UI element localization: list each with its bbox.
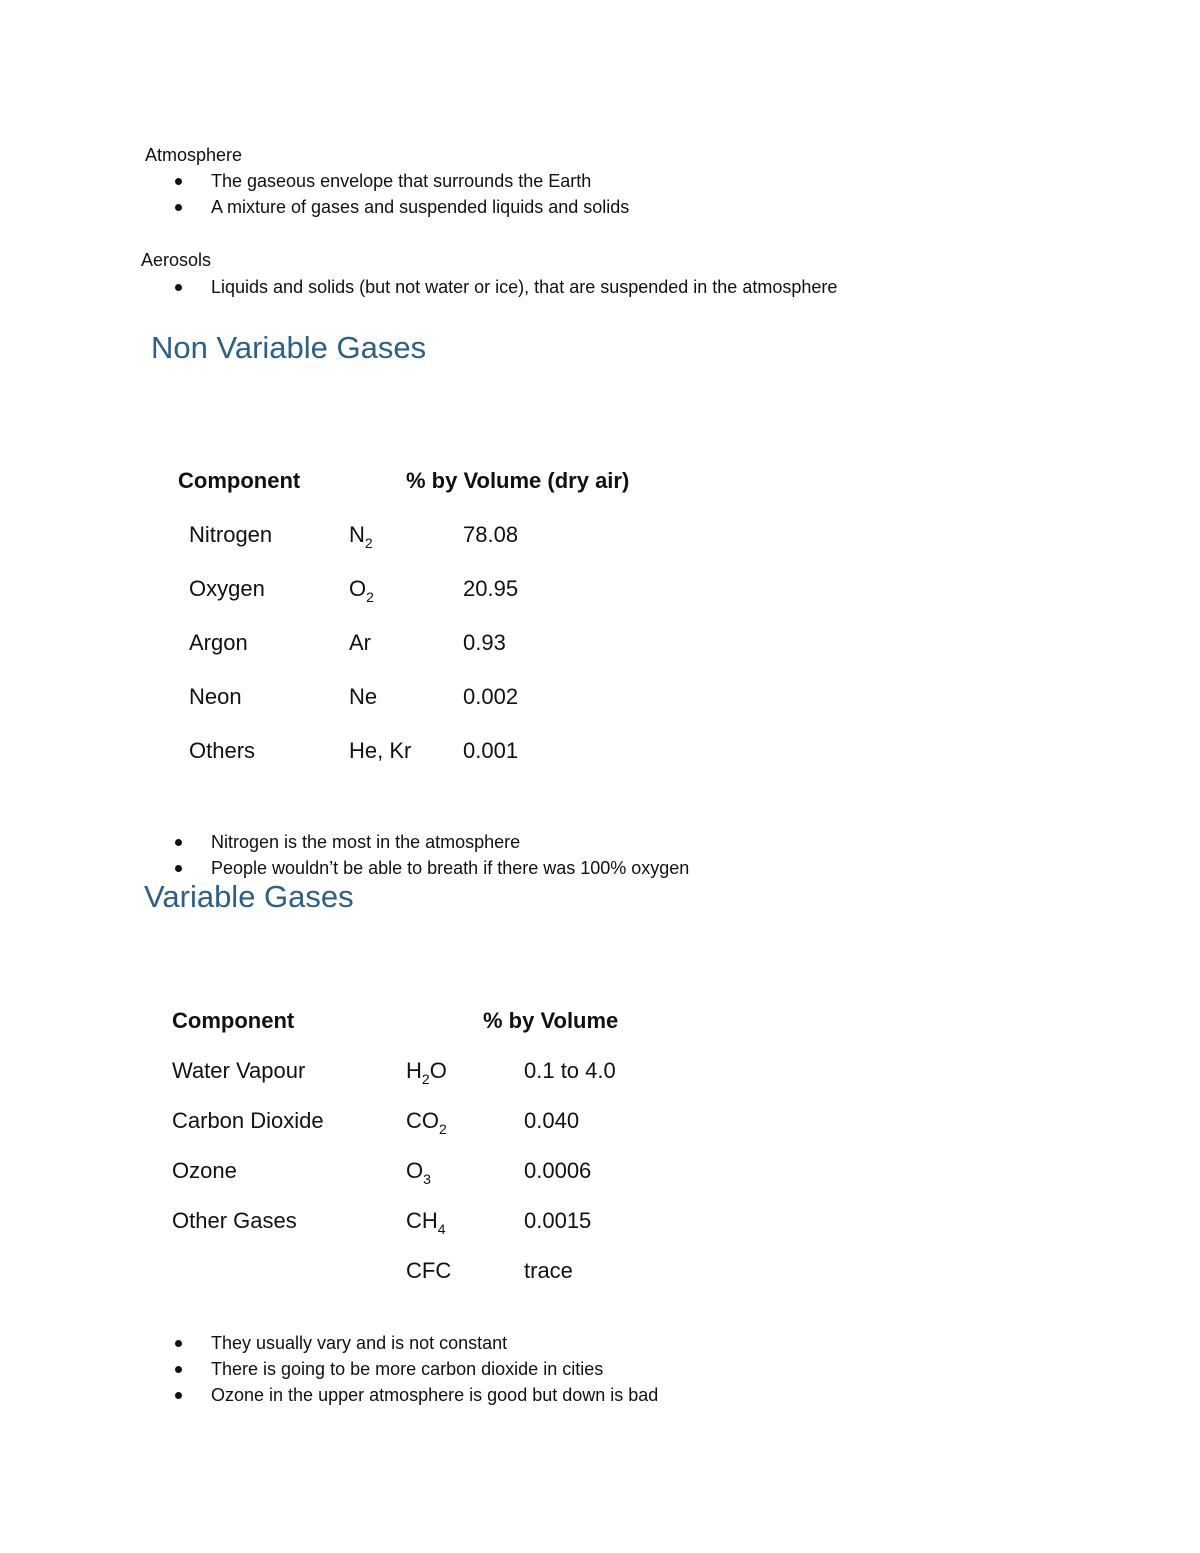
component-name: Carbon Dioxide	[172, 1108, 324, 1133]
bullet-icon	[175, 1340, 182, 1347]
component-formula: $N_2$	[349, 522, 373, 551]
component-volume: 0.93	[463, 630, 506, 655]
component-formula: Ne	[349, 684, 378, 709]
bullet-icon	[175, 865, 182, 872]
bullet-icon	[175, 178, 182, 185]
component-formula: $O_3$	[406, 1158, 431, 1187]
component-name: Others	[189, 738, 256, 763]
variable-bullet-list	[211, 1330, 658, 1408]
component-formula: $H_2O$	[406, 1058, 447, 1087]
component-volume: 0.0015	[524, 1208, 592, 1233]
list-item: People wouldn’t be able to breath if there was 100% oxygen	[211, 855, 689, 881]
component-name: Neon	[189, 684, 242, 709]
list-item: There is going to be more carbon dioxide in cities	[211, 1356, 658, 1382]
bullet-icon	[175, 839, 182, 846]
atmosphere-bullet-list	[211, 168, 629, 220]
column-header-component: Component	[178, 468, 301, 493]
aerosols-bullet-list	[211, 274, 837, 300]
component-volume: 78.08	[463, 522, 519, 547]
component-volume: 0.1 to 4.0	[524, 1058, 616, 1083]
column-header-volume: % by Volume	[483, 1008, 619, 1033]
component-formula: $CH_4$	[406, 1208, 446, 1237]
component-formula: $CO_2$	[406, 1108, 447, 1137]
aerosols-title: Aerosols	[141, 250, 212, 270]
component-volume: 0.002	[463, 684, 519, 709]
list-item: Ozone in the upper atmosphere is good but down is bad	[211, 1382, 658, 1408]
component-name: Other Gases	[172, 1208, 297, 1233]
component-volume: 0.001	[463, 738, 519, 763]
component-name: Water Vapour	[172, 1058, 306, 1083]
bullet-icon	[175, 1366, 182, 1373]
non-variable-heading: Non Variable Gases	[151, 330, 427, 365]
component-name: Ozone	[172, 1158, 237, 1183]
component-volume: 20.95	[463, 576, 519, 601]
component-formula: CFC	[406, 1258, 452, 1283]
bullet-icon	[175, 284, 182, 291]
variable-heading: Variable Gases	[144, 879, 354, 914]
list-item: Nitrogen is the most in the atmosphere	[211, 829, 689, 855]
component-formula: $O_2$	[349, 576, 374, 605]
component-name: Nitrogen	[189, 522, 273, 547]
bullet-icon	[175, 204, 182, 211]
component-volume: 0.0006	[524, 1158, 592, 1183]
component-name: Oxygen	[189, 576, 265, 601]
column-header-component: Component	[172, 1008, 295, 1033]
component-volume: 0.040	[524, 1108, 580, 1133]
list-item: They usually vary and is not constant	[211, 1330, 658, 1356]
component-volume: trace	[524, 1258, 573, 1283]
non-variable-bullet-list	[211, 829, 689, 881]
component-formula: Ar	[349, 630, 371, 655]
bullet-icon	[175, 1392, 182, 1399]
column-header-volume: % by Volume (dry air)	[406, 468, 630, 493]
list-item: Liquids and solids (but not water or ice), that are suspended in the atmosphere	[211, 274, 837, 300]
list-item: A mixture of gases and suspended liquids and solids	[211, 194, 629, 220]
component-formula: He, Kr	[349, 738, 412, 763]
list-item: The gaseous envelope that surrounds the Earth	[211, 168, 629, 194]
atmosphere-title: Atmosphere	[145, 145, 243, 165]
component-name: Argon	[189, 630, 248, 655]
